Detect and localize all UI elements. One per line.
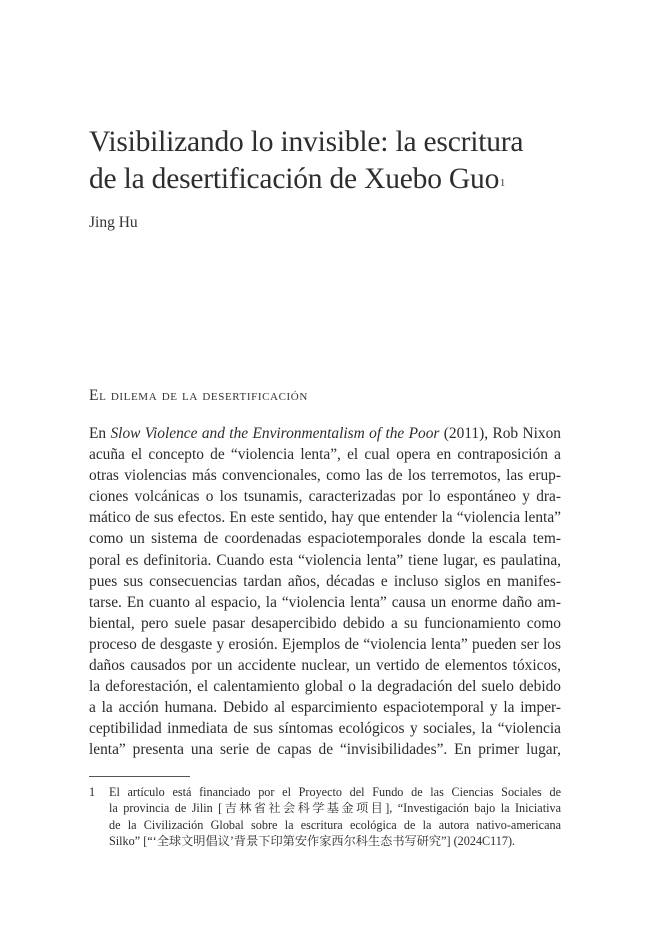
section-heading: El dilema de la desertificación bbox=[89, 387, 308, 404]
body-line: la deforestación, el calentamiento global o la degradación del suelo debido bbox=[89, 678, 561, 696]
body-line: proceso de desgaste y erosión. Ejemplos de “violencia lenta” pueden ser los bbox=[89, 635, 561, 653]
body-line: lenta” presenta una serie de capas de “invisibilidades”. En primer lugar, bbox=[89, 741, 561, 759]
footnote-divider bbox=[89, 776, 190, 777]
footnote-line: de la Civilización Global sobre la escritura ecológica de la autora nativo-americana bbox=[109, 817, 561, 832]
body-line: tarse. En cuanto al espacio, la “violencia lenta” causa un enorme daño am- bbox=[89, 593, 561, 611]
footnote-line: Silko” [“‘全球文明倡议’背景下印第安作家西尔科生态书写研究”] (2024C117). bbox=[109, 834, 516, 849]
body-line: ciones volcánicas o los tsunamis, caracterizadas por lo espontáneo y dra- bbox=[89, 488, 561, 506]
body-line: como un sistema de coordenadas espaciotemporales donde la escala tem- bbox=[89, 530, 561, 548]
chapter-title-line-2 bbox=[89, 161, 589, 198]
body-line bbox=[89, 423, 561, 444]
body-line: acuña el concepto de “violencia lenta”, el cual opera en contraposición a bbox=[89, 446, 561, 464]
footnote-number: 1 bbox=[89, 785, 96, 799]
footnote-text bbox=[109, 784, 561, 850]
body-paragraph bbox=[89, 423, 561, 761]
book-title-italic: Slow Violence and the Environmentalism of the Poor bbox=[110, 425, 440, 442]
chapter-title-line-1: Visibilizando lo invisible: la escritura bbox=[89, 126, 524, 158]
body-line: poral es definitoria. Cuando esta “violencia lenta” tiene lugar, es paulatina, bbox=[89, 551, 561, 569]
chapter-title-line-2-text: de la desertificación de Xuebo Guo bbox=[89, 163, 500, 195]
chapter-title bbox=[89, 124, 589, 198]
body-line: a la acción humana. Debido al esparcimiento espaciotemporal y la imper- bbox=[89, 699, 561, 717]
body-line: biental, pero suele pasar desapercibido debido a su funcionamiento como bbox=[89, 614, 561, 632]
title-footnote-marker[interactable]: 1 bbox=[500, 178, 505, 189]
author-name: Jing Hu bbox=[89, 214, 138, 231]
body-line-pre: En bbox=[89, 425, 111, 442]
body-line: daños causados por un accidente nuclear, un vertido de elementos tóxicos, bbox=[89, 657, 561, 675]
body-line: mático de sus efectos. En este sentido, hay que entender la “violencia lenta” bbox=[89, 509, 561, 527]
body-line: ceptibilidad inmediata de sus síntomas ecológicos y sociales, la “violencia bbox=[89, 720, 561, 738]
footnote-line: la provincia de Jilin [吉林省社会科学基金项目], “Investigación bajo la Iniciativa bbox=[109, 801, 561, 816]
body-line: otras violencias más convencionales, como las de los terremotos, las erup- bbox=[89, 467, 561, 485]
footnote-line: El artículo está financiado por el Proyecto del Fundo de las Ciencias Sociales de bbox=[109, 785, 561, 799]
body-line-post: (2011), Rob Nixon bbox=[439, 425, 561, 442]
body-line: pues sus consecuencias tardan años, décadas e incluso siglos en manifes- bbox=[89, 572, 561, 590]
